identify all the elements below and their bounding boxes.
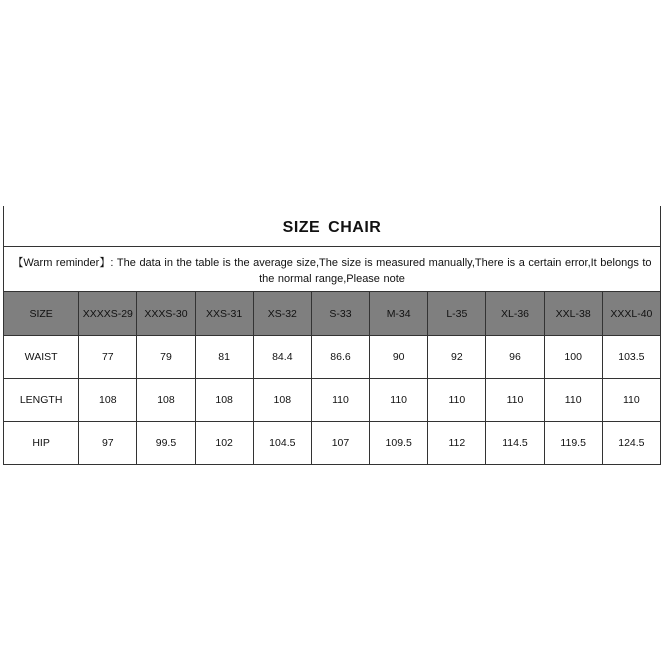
table-cell: 110 (311, 379, 369, 422)
warm-reminder: 【Warm reminder】: The data in the table is the average size,The size is measured manually,There is a certain error,It belongs to the normal range,Please note (4, 246, 660, 291)
table-cell: 110 (370, 379, 428, 422)
table-cell: 77 (79, 336, 137, 379)
table-cell: 92 (428, 336, 486, 379)
header-cell: SIZE (4, 292, 79, 336)
table-cell: 108 (137, 379, 195, 422)
header-cell: L-35 (428, 292, 486, 336)
table-row (4, 422, 661, 465)
table-cell: 79 (137, 336, 195, 379)
row-label: LENGTH (4, 379, 79, 422)
table-cell: 100 (544, 336, 602, 379)
table-header-row (4, 292, 661, 336)
table-cell: 110 (486, 379, 544, 422)
table-cell: 107 (311, 422, 369, 465)
table-cell: 109.5 (370, 422, 428, 465)
table-cell: 96 (486, 336, 544, 379)
table-cell: 110 (544, 379, 602, 422)
table-cell: 108 (253, 379, 311, 422)
table-cell: 108 (79, 379, 137, 422)
table-cell: 103.5 (602, 336, 660, 379)
table-cell: 110 (428, 379, 486, 422)
table-cell: 114.5 (486, 422, 544, 465)
chart-title: SIZE CHAIR (282, 219, 382, 236)
table-cell: 99.5 (137, 422, 195, 465)
table-cell: 119.5 (544, 422, 602, 465)
table-cell: 102 (195, 422, 253, 465)
header-cell: XXXL-40 (602, 292, 660, 336)
header-cell: XL-36 (486, 292, 544, 336)
table-cell: 86.6 (311, 336, 369, 379)
table-cell: 84.4 (253, 336, 311, 379)
table-cell: 90 (370, 336, 428, 379)
table-cell: 110 (602, 379, 660, 422)
table-cell: 104.5 (253, 422, 311, 465)
size-chart (3, 206, 661, 462)
table-cell: 124.5 (602, 422, 660, 465)
table-cell: 108 (195, 379, 253, 422)
table-row (4, 336, 661, 379)
header-cell: M-34 (370, 292, 428, 336)
header-cell: XXL-38 (544, 292, 602, 336)
header-cell: XXS-31 (195, 292, 253, 336)
header-cell: XXXS-30 (137, 292, 195, 336)
header-cell: XS-32 (253, 292, 311, 336)
row-label: HIP (4, 422, 79, 465)
table-row (4, 379, 661, 422)
table-cell: 81 (195, 336, 253, 379)
header-cell: S-33 (311, 292, 369, 336)
header-cell: XXXXS-29 (79, 292, 137, 336)
table-cell: 112 (428, 422, 486, 465)
size-table (3, 291, 661, 465)
table-cell: 97 (79, 422, 137, 465)
row-label: WAIST (4, 336, 79, 379)
